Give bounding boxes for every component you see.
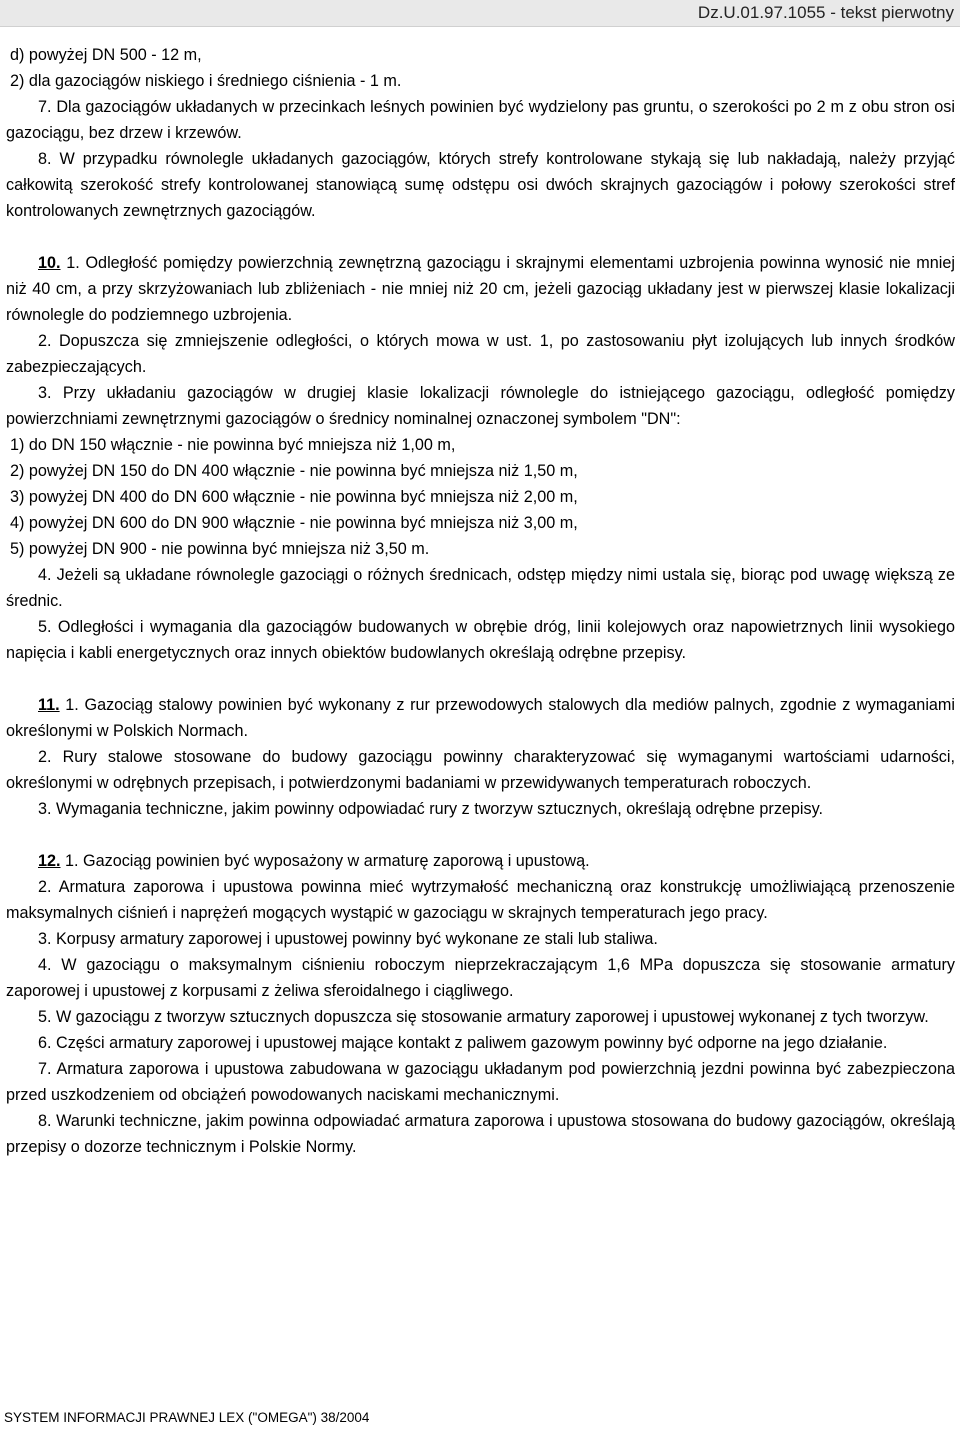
section-12-paragraph-1 [6, 848, 955, 874]
section-number: 12. [38, 852, 61, 870]
list-item: 3) powyżej DN 400 do DN 600 włącznie - nie powinna być mniejsza niż 2,00 m, [10, 488, 578, 506]
paragraph: 3. Przy układaniu gazociągów w drugiej klasie lokalizacji równolegle do istniejącego gazociągu, odległość pomiędzy powierzchniami zewnętrznymi gazociągów o średnicy nominalnej oznaczonej symbolem "DN": [6, 384, 955, 428]
paragraph: 8. Warunki techniczne, jakim powinna odpowiadać armatura zaporowa i upustowa stosowana do budowy gazociągów, określają przepisy o dozorze technicznym i Polskie Normy. [6, 1112, 955, 1156]
paragraph: 8. W przypadku równolegle układanych gazociągów, których strefy kontrolowane stykają się lub nakładają, należy przyjąć całkowitą szerokość strefy kontrolowanej stanowiącą sumę odstępu osi dwóch skrajnych gazociągów i połowy szerokości stref kontrolowanych zewnętrznych gazociągów. [6, 150, 955, 220]
paragraph: 3. Korpusy armatury zaporowej i upustowej powinny być wykonane ze stali lub staliwa. [38, 930, 658, 948]
section-number: 10. [38, 254, 61, 272]
list-item: 4) powyżej DN 600 do DN 900 włącznie - nie powinna być mniejsza niż 3,00 m, [10, 514, 578, 532]
paragraph: 4. Jeżeli są układane równolegle gazociągi o różnych średnicach, odstęp między nimi ustala się, biorąc pod uwagę większą ze średnic. [6, 566, 955, 610]
document-header [0, 0, 960, 27]
section-number: 11. [38, 696, 60, 714]
paragraph: 5. W gazociągu z tworzyw sztucznych dopuszcza się stosowanie armatury zaporowej i upustowej wykonanej z tych tworzyw. [38, 1008, 929, 1026]
list-item: 2) powyżej DN 150 do DN 400 włącznie - nie powinna być mniejsza niż 1,50 m, [10, 462, 578, 480]
paragraph: d) powyżej DN 500 - 12 m, [10, 46, 202, 64]
paragraph: 7. Dla gazociągów układanych w przecinkach leśnych powinien być wydzielony pas gruntu, o szerokości po 2 m z obu stron osi gazociągu, bez drzew i krzewów. [6, 98, 955, 142]
paragraph: 2. Dopuszcza się zmniejszenie odległości, o których mowa w ust. 1, po zastosowaniu płyt izolujących lub innych środków zabezpieczających. [6, 332, 955, 376]
section-10-paragraph-1 [6, 250, 955, 328]
paragraph: 2) dla gazociągów niskiego i średniego ciśnienia - 1 m. [10, 72, 402, 90]
document-body [6, 42, 955, 1160]
paragraph: 4. W gazociągu o maksymalnym ciśnieniu roboczym nieprzekraczającym 1,6 MPa dopuszcza się stosowanie armatury zaporowej i upustowej z korpusami z żeliwa sferoidalnego i ciągliwego. [6, 956, 955, 1000]
paragraph: 3. Wymagania techniczne, jakim powinny odpowiadać rury z tworzyw sztucznych, określają odrębne przepisy. [38, 800, 823, 818]
paragraph: 5. Odległości i wymagania dla gazociągów budowanych w obrębie dróg, linii kolejowych oraz napowietrznych linii wysokiego napięcia i kabli energetycznych oraz innych obiektów budowlanych określają odrębne przepisy. [6, 618, 955, 662]
paragraph: 7. Armatura zaporowa i upustowa zabudowana w gazociągu układanym pod powierzchnią jezdni powinna być zabezpieczona przed uszkodzeniem od obciążeń powodowanych naciskami mechanicznymi. [6, 1060, 955, 1104]
paragraph-text: 1. Gazociąg powinien być wyposażony w armaturę zaporową i upustową. [60, 852, 590, 870]
paragraph-text: 1. Gazociąg stalowy powinien być wykonany z rur przewodowych stalowych dla mediów palnych, zgodnie z wymaganiami określonymi w Polskich Normach. [6, 696, 955, 740]
list-item: 5) powyżej DN 900 - nie powinna być mniejsza niż 3,50 m. [10, 540, 430, 558]
document-title: Dz.U.01.97.1055 - tekst pierwotny [697, 3, 954, 22]
paragraph: 2. Armatura zaporowa i upustowa powinna mieć wytrzymałość mechaniczną oraz konstrukcję umożliwiającą przenoszenie maksymalnych ciśnień i naprężeń mogących wystąpić w gazociągu w skrajnych temperaturach jego pracy. [6, 878, 955, 922]
paragraph: 6. Części armatury zaporowej i upustowej mające kontakt z paliwem gazowym powinny być odporne na jego działanie. [38, 1034, 888, 1052]
document-footer: SYSTEM INFORMACJI PRAWNEJ LEX ("OMEGA") 38/2004 [4, 1410, 370, 1425]
paragraph-text: 1. Odległość pomiędzy powierzchnią zewnętrzną gazociągu i skrajnymi elementami uzbrojenia powinna wynosić nie mniej niż 40 cm, a przy skrzyżowaniach lub zbliżeniach - nie mniej niż 20 cm, jeżeli gazociąg układany jest w pierwszej klasie lokalizacji równolegle do podziemnego uzbrojenia. [6, 254, 955, 324]
section-11-paragraph-1 [6, 692, 955, 744]
list-item: 1) do DN 150 włącznie - nie powinna być mniejsza niż 1,00 m, [10, 436, 456, 454]
paragraph: 2. Rury stalowe stosowane do budowy gazociągu powinny charakteryzować się wymaganymi wartościami udarności, określonymi w odrębnych przepisach, i potwierdzonymi badaniami w przewidywanych temperaturach roboczych. [6, 748, 955, 792]
